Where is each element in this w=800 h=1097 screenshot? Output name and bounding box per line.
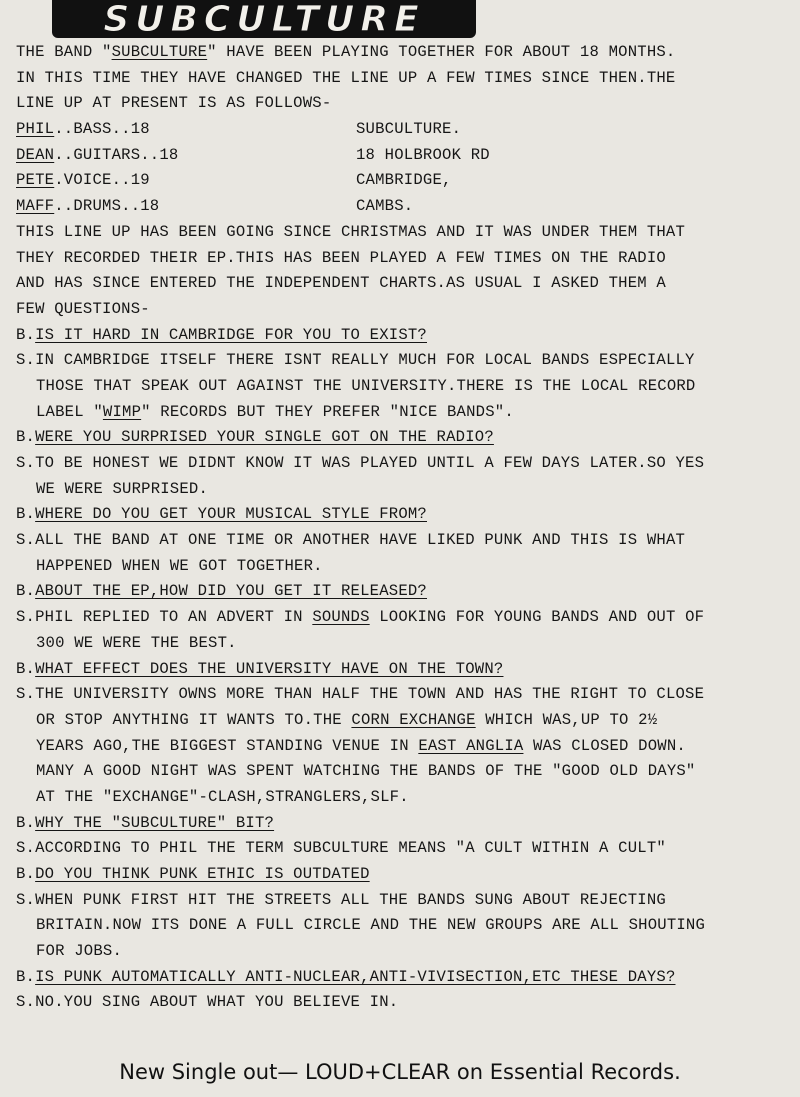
- answer-4-cont: 300 WE WERE THE BEST.: [36, 633, 237, 652]
- east-anglia: EAST ANGLIA: [418, 736, 524, 755]
- question-4: [16, 579, 800, 605]
- corn-exchange: CORN EXCHANGE: [351, 710, 476, 729]
- question-text: IS IT HARD IN CAMBRIDGE FOR YOU TO EXIST?: [35, 325, 427, 344]
- speaker-band: S.: [16, 531, 36, 550]
- question-text: WHAT EFFECT DOES THE UNIVERSITY HAVE ON THE TOWN?: [35, 659, 504, 678]
- paragraph-line: FEW QUESTIONS-: [16, 299, 150, 318]
- speaker-interviewer: B.: [16, 582, 36, 601]
- speaker-band: S.: [16, 890, 36, 909]
- question-text: WHERE DO YOU GET YOUR MUSICAL STYLE FROM?: [35, 505, 427, 524]
- speaker-band: S.: [16, 839, 36, 858]
- answer-5-cont: MANY A GOOD NIGHT WAS SPENT WATCHING THE BANDS OF THE "GOOD OLD DAYS": [36, 762, 696, 781]
- answer-text: THE UNIVERSITY OWNS MORE THAN HALF THE TOWN AND HAS THE RIGHT TO CLOSE: [35, 685, 705, 704]
- answer-5: [16, 682, 800, 708]
- article-body: [16, 40, 800, 1016]
- question-text: DO YOU THINK PUNK ETHIC IS OUTDATED: [35, 865, 370, 883]
- answer-2-cont: WE WERE SURPRISED.: [36, 479, 209, 498]
- address-line: CAMBS.: [356, 197, 414, 216]
- member-role: .VOICE..19: [54, 171, 150, 190]
- question-text: WHY THE "SUBCULTURE" BIT?: [35, 813, 275, 832]
- speaker-band: S.: [16, 685, 36, 704]
- answer-1-cont: LABEL "WIMP" RECORDS BUT THEY PREFER "NICE BANDS".: [36, 402, 514, 421]
- member-name: PHIL: [16, 120, 55, 139]
- answer-1: [16, 348, 800, 374]
- question-text: ABOUT THE EP,HOW DID YOU GET IT RELEASED?: [35, 582, 427, 601]
- answer-text: ACCORDING TO PHIL THE TERM SUBCULTURE MEANS "A CULT WITHIN A CULT": [35, 839, 666, 858]
- speaker-interviewer: B.: [16, 505, 36, 524]
- address-line: CAMBRIDGE,: [356, 171, 452, 190]
- lineup-row: [16, 117, 800, 143]
- member-name: PETE: [16, 171, 55, 190]
- answer-text: ALL THE BAND AT ONE TIME OR ANOTHER HAVE LIKED PUNK AND THIS IS WHAT: [35, 531, 686, 550]
- question-3: [16, 502, 800, 528]
- answer-text: WHEN PUNK FIRST HIT THE STREETS ALL THE BANDS SUNG ABOUT REJECTING: [35, 890, 666, 909]
- lineup-row: [16, 194, 800, 220]
- answer-2: [16, 451, 800, 477]
- answer-text: TO BE HONEST WE DIDNT KNOW IT WAS PLAYED UNTIL A FEW DAYS LATER.SO YES: [35, 454, 705, 472]
- speaker-band: S.: [16, 993, 36, 1012]
- paragraph-line: THIS LINE UP HAS BEEN GOING SINCE CHRISTMAS AND IT WAS UNDER THEM THAT: [16, 222, 686, 241]
- label-wimp: WIMP: [102, 402, 142, 421]
- question-1: [16, 323, 800, 349]
- answer-text: IN CAMBRIDGE ITSELF THERE ISNT REALLY MUCH FOR LOCAL BANDS ESPECIALLY: [35, 351, 695, 370]
- question-2: [16, 425, 800, 451]
- address-line: 18 HOLBROOK RD: [356, 145, 490, 164]
- band-name-underlined: SUBCULTURE: [111, 43, 208, 61]
- question-7: [16, 862, 800, 888]
- answer-8: [16, 990, 800, 1016]
- paragraph-line: AND HAS SINCE ENTERED THE INDEPENDENT CHARTS.AS USUAL I ASKED THEM A: [16, 274, 666, 293]
- member-name: MAFF: [16, 197, 55, 216]
- member-role: ..BASS..18: [54, 120, 150, 139]
- answer-3-cont: HAPPENED WHEN WE GOT TOGETHER.: [36, 556, 323, 575]
- speaker-interviewer: B.: [16, 967, 36, 986]
- speaker-interviewer: B.: [16, 428, 36, 447]
- speaker-interviewer: B.: [16, 659, 36, 678]
- speaker-interviewer: B.: [16, 325, 36, 344]
- answer-7-cont: FOR JOBS.: [36, 942, 123, 961]
- answer-text: NO.YOU SING ABOUT WHAT YOU BELIEVE IN.: [35, 993, 399, 1012]
- question-6: [16, 811, 800, 837]
- answer-7-cont: BRITAIN.NOW ITS DONE A FULL CIRCLE AND THE NEW GROUPS ARE ALL SHOUTING: [36, 916, 706, 935]
- footer-caption: New Single out— LOUD+CLEAR on Essential Records.: [119, 1060, 681, 1084]
- paragraph-line: THEY RECORDED THEIR EP.THIS HAS BEEN PLAYED A FEW TIMES ON THE RADIO: [16, 248, 666, 267]
- answer-5-cont: OR STOP ANYTHING IT WANTS TO.THE CORN EXCHANGE WHICH WAS,UP TO 2½: [36, 710, 658, 729]
- speaker-band: S.: [16, 351, 36, 370]
- member-role: ..DRUMS..18: [54, 197, 160, 216]
- answer-6: [16, 836, 800, 862]
- masthead-banner: [52, 0, 476, 38]
- sounds-magazine: SOUNDS: [312, 608, 370, 627]
- question-8: [16, 965, 800, 991]
- speaker-band: S.: [16, 454, 36, 472]
- speaker-band: S.: [16, 608, 36, 627]
- answer-4: S.PHIL REPLIED TO AN ADVERT IN SOUNDS LOOKING FOR YOUNG BANDS AND OUT OF: [16, 608, 705, 627]
- intro-line-2: IN THIS TIME THEY HAVE CHANGED THE LINE UP A FEW TIMES SINCE THEN.THE: [16, 68, 676, 87]
- question-5: [16, 657, 800, 683]
- speaker-interviewer: B.: [16, 813, 36, 832]
- member-role: ..GUITARS..18: [54, 145, 179, 164]
- answer-7: [16, 888, 800, 914]
- answer-5-cont: AT THE "EXCHANGE"-CLASH,STRANGLERS,SLF.: [36, 787, 409, 806]
- answer-1-cont: THOSE THAT SPEAK OUT AGAINST THE UNIVERSITY.THERE IS THE LOCAL RECORD: [36, 376, 696, 395]
- answer-3: [16, 528, 800, 554]
- speaker-interviewer: B.: [16, 865, 36, 883]
- question-text: IS PUNK AUTOMATICALLY ANTI-NUCLEAR,ANTI-VIVISECTION,ETC THESE DAYS?: [35, 967, 676, 986]
- answer-5-cont: YEARS AGO,THE BIGGEST STANDING VENUE IN EAST ANGLIA WAS CLOSED DOWN.: [36, 736, 686, 755]
- intro-line-3: LINE UP AT PRESENT IS AS FOLLOWS-: [16, 94, 332, 113]
- lineup-row: [16, 143, 800, 169]
- member-name: DEAN: [16, 145, 55, 164]
- intro-line-1: THE BAND "SUBCULTURE" HAVE BEEN PLAYING TOGETHER FOR ABOUT 18 MONTHS.: [16, 43, 676, 61]
- lineup-row: [16, 168, 800, 194]
- address-line: SUBCULTURE.: [356, 120, 462, 139]
- question-text: WERE YOU SURPRISED YOUR SINGLE GOT ON THE RADIO?: [35, 428, 494, 447]
- masthead-title: SUBCULTURE: [103, 0, 425, 40]
